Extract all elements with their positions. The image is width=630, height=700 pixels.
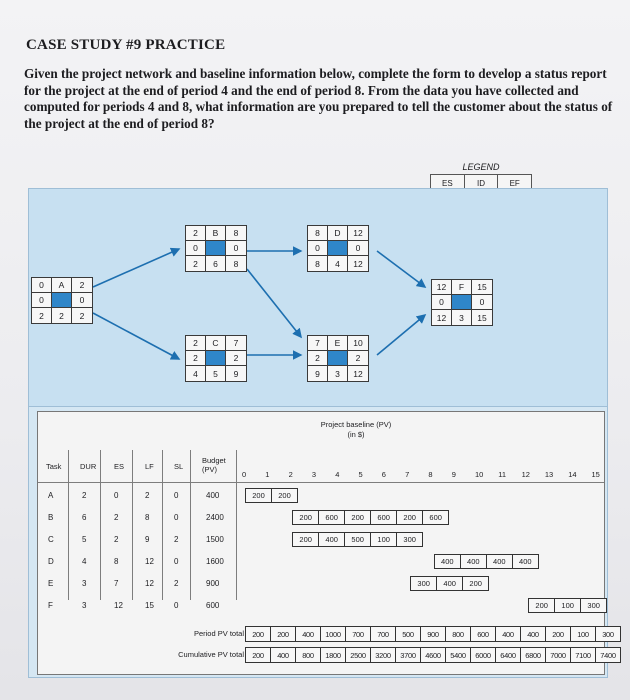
row-e-dur: 3 [82,579,87,588]
header-es: ES [114,462,125,471]
row-d-es: 8 [114,557,119,566]
node-b-center [206,241,226,256]
cumulative-total-1: 200 [245,647,271,663]
row-b-schedule [293,510,449,523]
period-total-row [246,626,621,642]
row-b-budget: 2400 [206,513,224,522]
node-d-ef: 12 [348,226,368,241]
row-e-sl: 2 [174,579,179,588]
row-b-sl: 0 [174,513,179,522]
row-c-sl: 2 [174,535,179,544]
cumulative-total-12: 6800 [520,647,546,663]
node-b-sl-left: 0 [186,241,206,256]
col-sep-5 [190,450,191,600]
period-label-11: 11 [498,470,507,479]
node-d-es: 8 [308,226,328,241]
legend-es: ES [431,175,465,191]
node-a-center [52,293,72,308]
cumulative-total-row [246,647,621,663]
period-total-8: 900 [420,626,446,642]
period-label-13: 13 [544,470,554,479]
row-b-task: B [48,513,54,522]
period-total-6: 700 [370,626,396,642]
cumulative-total-14: 7100 [570,647,596,663]
period-total-10: 600 [470,626,496,642]
row-d-budget: 1600 [206,557,224,566]
row-f-task: F [48,601,53,610]
cumulative-total-4: 1800 [320,647,346,663]
node-c-sl-right: 2 [226,351,246,366]
period-total-9: 800 [445,626,471,642]
node-c [185,335,247,382]
cumulative-total-6: 3200 [370,647,396,663]
node-a-ls: 2 [32,308,52,323]
period-total-label: Period PV total [193,629,244,638]
period-label-15: 15 [591,470,600,479]
row-a-pv-2: 200 [271,488,298,503]
period-total-13: 200 [545,626,571,642]
node-c-es: 2 [186,336,206,351]
row-f-schedule [529,598,607,611]
node-c-ls: 4 [186,366,206,381]
row-e-es: 7 [114,579,119,588]
row-a-budget: 400 [206,491,220,500]
header-sl: SL [174,462,184,471]
period-total-15: 300 [595,626,621,642]
row-d-pv-11: 400 [486,554,513,569]
row-b-pv-6: 600 [370,510,397,525]
row-d-pv-10: 400 [460,554,487,569]
cumulative-total-7: 3700 [395,647,421,663]
row-c-dur: 5 [82,535,87,544]
node-b-dur: 6 [206,256,226,271]
node-e-es: 7 [308,336,328,351]
period-label-1: 1 [265,470,270,479]
row-f-dur: 3 [82,601,87,610]
col-sep-3 [132,450,133,600]
row-c-pv-7: 300 [396,532,423,547]
node-c-id: C [206,336,226,351]
node-f-es: 12 [432,280,452,295]
col-sep-1 [68,450,69,600]
node-d-sl-right: 0 [348,241,368,256]
period-label-5: 5 [358,470,363,479]
row-d-dur: 4 [82,557,87,566]
cumulative-total-9: 5400 [445,647,471,663]
header-rule [38,482,604,483]
node-a-sl-left: 0 [32,293,52,308]
row-f-pv-13: 200 [528,598,555,613]
row-f-budget: 600 [206,601,220,610]
row-a-lf: 2 [145,491,150,500]
node-c-lf: 9 [233,368,239,379]
node-e-dur: 3 [328,366,348,381]
row-e-budget: 900 [206,579,220,588]
cumulative-label: Cumulative PV total [178,650,244,659]
row-b-pv-8: 600 [422,510,449,525]
row-c-pv-6: 100 [370,532,397,547]
row-f-lf: 15 [145,601,154,610]
node-d-id: D [328,226,348,241]
header-budget: Budget (PV) [202,456,226,474]
pv-title-text: Project baseline (PV) [320,420,392,429]
col-sep-4 [162,450,163,600]
col-sep-6 [236,450,237,600]
node-e-lf: 12 [353,368,363,379]
row-d-lf: 12 [145,557,154,566]
period-total-2: 200 [270,626,296,642]
page-title: CASE STUDY #9 PRACTICE [26,37,226,53]
row-d-pv-12: 400 [512,554,539,569]
row-e-pv-10: 200 [462,576,489,591]
intro-paragraph: Given the project network and baseline information below, complete the form to develop a status report for the project at the end of period 4 and the end of period 8. From the data you have collected and computed for periods 4 and 8, what information are you prepared to tell the customer about the status of the project at the end of period 8? [24,66,613,131]
row-c-lf: 9 [145,535,150,544]
node-b-lf: 8 [233,258,239,269]
row-c-pv-5: 500 [344,532,371,547]
baseline-table [37,411,616,675]
period-label-6: 6 [381,470,386,479]
arrow-d-f [377,251,425,287]
cumulative-total-8: 4600 [420,647,446,663]
node-f-ef: 15 [472,280,492,295]
period-total-1: 200 [245,626,271,642]
period-total-11: 400 [495,626,521,642]
cumulative-total-15: 7400 [595,647,621,663]
arrow-b-e [247,269,301,337]
cumulative-total-5: 2500 [345,647,371,663]
baseline-table-panel [28,406,616,678]
legend-title: LEGEND [462,162,500,172]
row-b-lf: 8 [145,513,150,522]
row-e-task: E [48,579,54,588]
node-f-id: F [452,280,472,295]
arrow-e-f [377,315,425,355]
node-a-ef: 2 [72,278,92,293]
node-c-dur: 5 [206,366,226,381]
node-d-ls: 8 [308,256,328,271]
node-e-center [328,351,348,366]
node-b-es: 2 [186,226,206,241]
period-total-4: 1000 [320,626,346,642]
row-a-dur: 2 [82,491,87,500]
cumulative-total-13: 7000 [545,647,571,663]
header-task: Task [46,462,62,471]
period-label-7: 7 [405,470,410,479]
node-a-dur: 2 [52,308,72,323]
node-c-ef: 7 [226,336,246,351]
node-e-sl-right: 2 [348,351,368,366]
header-dur: DUR [80,462,97,471]
row-b-dur: 6 [82,513,87,522]
period-label-4: 4 [335,470,340,479]
node-e-ef: 10 [348,336,368,351]
row-f-pv-15: 300 [580,598,607,613]
row-a-pv-1: 200 [245,488,272,503]
row-b-pv-7: 200 [396,510,423,525]
row-e-lf: 12 [145,579,154,588]
row-a-task: A [48,491,54,500]
cumulative-total-10: 6000 [470,647,496,663]
row-f-sl: 0 [174,601,179,610]
node-a-es: 0 [32,278,52,293]
row-d-sl: 0 [174,557,179,566]
cumulative-total-2: 400 [270,647,296,663]
cumulative-total-3: 800 [295,647,321,663]
node-d-dur: 4 [328,256,348,271]
pv-title-unit: (in $) [347,430,365,439]
row-c-task: C [48,535,54,544]
project-network [28,188,608,408]
arrow-a-c [93,313,179,359]
node-e-id: E [328,336,348,351]
node-e [307,335,369,382]
node-b [185,225,247,272]
row-c-es: 2 [114,535,119,544]
row-d-schedule [435,554,539,567]
node-f-lf: 15 [477,312,487,323]
header-lf: LF [145,462,154,471]
row-d-task: D [48,557,54,566]
period-total-5: 700 [345,626,371,642]
legend-ef: EF [509,178,520,188]
node-b-ls: 2 [186,256,206,271]
node-e-sl-left: 2 [308,351,328,366]
row-f-pv-14: 100 [554,598,581,613]
node-f-center [452,295,472,310]
row-e-schedule [411,576,489,589]
row-f-es: 12 [114,601,123,610]
row-a-es: 0 [114,491,119,500]
row-a-schedule [246,488,298,501]
node-f-sl-right: 0 [472,295,492,310]
row-b-es: 2 [114,513,119,522]
node-b-sl-right: 0 [226,241,246,256]
row-c-pv-4: 400 [318,532,345,547]
period-label-12: 12 [521,470,530,479]
row-b-pv-3: 200 [292,510,319,525]
period-label-9: 9 [451,470,456,479]
legend-id: ID [465,175,499,191]
row-e-pv-9: 400 [436,576,463,591]
cumulative-total-11: 6400 [495,647,521,663]
row-c-pv-3: 200 [292,532,319,547]
node-c-center [206,351,226,366]
arrow-a-b [93,249,179,287]
period-label-3: 3 [311,470,317,479]
node-b-id: B [206,226,226,241]
pv-title [296,420,416,440]
node-a [31,277,93,324]
period-label-2: 2 [288,470,293,479]
node-f-dur: 3 [452,310,472,325]
node-c-sl-left: 2 [186,351,206,366]
row-b-pv-5: 200 [344,510,371,525]
col-sep-2 [100,450,101,600]
period-total-3: 400 [295,626,321,642]
node-a-sl-right: 0 [72,293,92,308]
node-d [307,225,369,272]
period-total-12: 400 [520,626,546,642]
period-total-7: 500 [395,626,421,642]
period-label-10: 10 [475,470,484,479]
row-e-pv-8: 300 [410,576,437,591]
period-label-8: 8 [428,470,433,479]
node-d-lf: 12 [353,258,363,269]
node-a-lf: 2 [79,310,85,321]
period-label-0: 0 [242,470,247,479]
node-f-sl-left: 0 [432,295,452,310]
node-f-ls: 12 [432,310,452,325]
period-total-14: 100 [570,626,596,642]
node-b-ef: 8 [226,226,246,241]
period-label-14: 14 [568,470,577,479]
node-d-center [328,241,348,256]
node-a-id: A [52,278,72,293]
row-a-sl: 0 [174,491,179,500]
node-e-ls: 9 [308,366,328,381]
node-d-sl-left: 0 [308,241,328,256]
row-b-pv-4: 600 [318,510,345,525]
row-c-schedule [293,532,423,545]
row-c-budget: 1500 [206,535,224,544]
node-f [431,279,493,326]
row-d-pv-9: 400 [434,554,461,569]
